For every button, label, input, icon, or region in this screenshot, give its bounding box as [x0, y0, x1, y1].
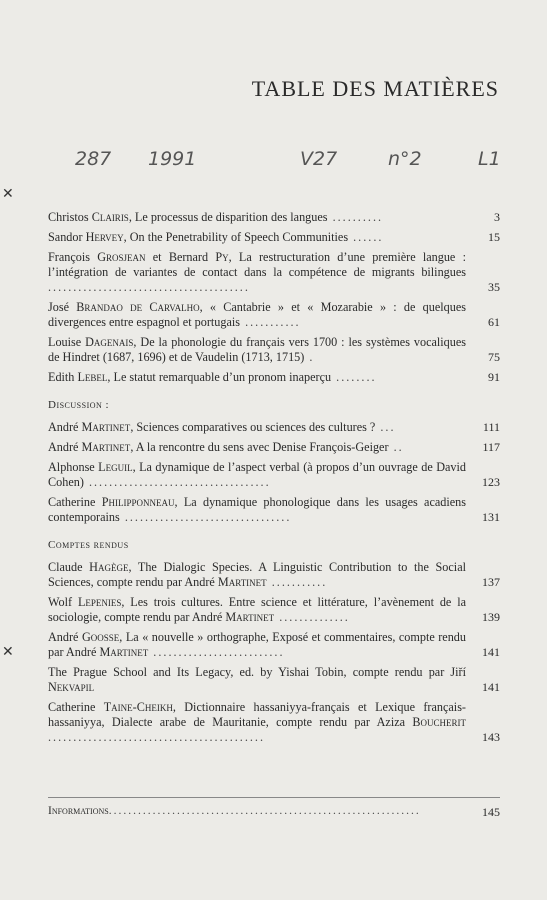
- author-surname: Hagège: [89, 560, 129, 574]
- author-first-name: Alphonse: [48, 460, 99, 474]
- author-surname: Hervey: [85, 230, 124, 244]
- toc-entry: [48, 560, 500, 590]
- toc-entry-text: [48, 630, 500, 660]
- reviewer-surname: Boucherit: [412, 715, 466, 729]
- entry-title: , Dictionnaire hassaniyya-français et Lexique français-hassaniyya, Dialecte arabe de Mauritanie, compte rendu par Aziza: [48, 700, 466, 729]
- entry-title: , La restructuration d’une première langue : l’intégration de variantes de contact dans la compétence de migrants bilingues: [48, 250, 466, 279]
- comptes-rendus-list: [48, 560, 500, 745]
- toc-entry-text: [48, 665, 500, 695]
- entry-title: , La « nouvelle » orthographe, Exposé et commentaires, compte rendu par André: [48, 630, 466, 659]
- entry-title: , La dynamique phonologique dans les usages acadiens contemporains: [48, 495, 466, 524]
- toc-entry-text: [48, 595, 500, 625]
- toc-entry: [48, 630, 500, 660]
- page-number: 3: [494, 210, 500, 224]
- handwritten-year: 1991: [148, 148, 197, 170]
- page-number: 75: [488, 350, 500, 364]
- toc-entry: [48, 665, 500, 695]
- page-number: 61: [488, 315, 500, 329]
- entry-title: , La dynamique de l’aspect verbal (à propos d’un ouvrage de David Cohen): [48, 460, 466, 489]
- author-surname: Goosse: [81, 630, 120, 644]
- author-first-name: André: [48, 630, 82, 644]
- handwritten-issue: n°2: [388, 148, 422, 170]
- author-surname: Brandao de Carvalho: [76, 300, 200, 314]
- page-title: TABLE DES MATIÈRES: [251, 76, 499, 101]
- section-heading-discussion: Discussion :: [48, 399, 110, 411]
- entry-title: , Le processus de disparition des langues: [128, 210, 328, 224]
- page-number: 117: [482, 440, 500, 454]
- author-first-name: Louise: [48, 335, 86, 349]
- toc-entry: [48, 335, 500, 365]
- author-first-name: François: [48, 250, 98, 264]
- toc-entry: [48, 700, 500, 745]
- toc-entry-text: [48, 420, 500, 435]
- author-surname: Martinet: [81, 420, 131, 434]
- leader-dots: ..............: [274, 610, 350, 624]
- entry-title: , Sciences comparatives ou sciences des cultures ?: [130, 420, 376, 434]
- entry-title: , The Dialogic Species. A Linguistic Contribution to the Social Sciences, compte rendu par André: [48, 560, 466, 589]
- author-surname: Dagenais: [85, 335, 134, 349]
- entry-title: , « Cantabrie » et « Mozarabie » : de quelques divergences entre espagnol et portugais: [48, 300, 466, 329]
- author-first-name: Sandor: [48, 230, 86, 244]
- author-surname: Philipponneau: [101, 495, 175, 509]
- toc-entry: [48, 440, 500, 455]
- author-first-name: José: [48, 300, 77, 314]
- author-first-name: Edith: [48, 370, 78, 384]
- handwritten-number: 287: [75, 148, 112, 170]
- entry-title: , Le statut remarquable d’un pronom inaperçu: [107, 370, 332, 384]
- toc-entry-text: [48, 700, 500, 745]
- leader-dots: ..: [388, 440, 404, 454]
- author-surname: Martinet: [81, 440, 131, 454]
- entry-title: , Les trois cultures. Entre science et littérature, l’avènement de la sociologie, compte rendu par André: [48, 595, 466, 624]
- toc-entry-informations: [48, 805, 500, 817]
- leader-dots: ......: [348, 230, 384, 244]
- toc-entry: [48, 210, 500, 225]
- entry-title: The Prague School and Its Legacy, ed. by Yishai Tobin, compte rendu par Jiří: [48, 665, 466, 679]
- page-number: 15: [488, 230, 500, 244]
- margin-mark-icon: ✕: [2, 644, 14, 660]
- leader-dots: .................................: [119, 510, 292, 524]
- author-surname: Lepenies: [77, 595, 122, 609]
- leader-dots: ........................................: [48, 280, 250, 294]
- leader-dots: ..........: [327, 210, 384, 224]
- author-surname: Taine-Cheikh: [103, 700, 173, 714]
- page-number: 123: [482, 475, 500, 489]
- reviewer-surname: Martinet: [225, 610, 275, 624]
- toc-entry-text: [48, 335, 500, 365]
- toc-entry-text: [48, 460, 500, 490]
- leader-dots: ...........: [240, 315, 301, 329]
- margin-mark-icon: ✕: [2, 186, 14, 202]
- author-surname: Clairis: [91, 210, 129, 224]
- page-number: 131: [482, 510, 500, 524]
- author-first-name: Christos: [48, 210, 92, 224]
- toc-entry-text: [48, 495, 500, 525]
- author-first-name: Wolf: [48, 595, 78, 609]
- leader-dots: ........: [331, 370, 377, 384]
- toc-entry-text: [48, 300, 500, 330]
- leader-dots: ...........................................: [48, 730, 266, 744]
- handwritten-code: L1: [478, 148, 501, 170]
- reviewer-surname: Martinet: [217, 575, 267, 589]
- toc-entry-text: [48, 210, 500, 225]
- toc-entry-text: [48, 250, 500, 295]
- page-number: 141: [482, 645, 500, 659]
- leader-dots: ..........................: [148, 645, 285, 659]
- entry-title: , On the Penetrability of Speech Communities: [123, 230, 349, 244]
- author-surname: Leguil: [98, 460, 133, 474]
- toc-entry: [48, 250, 500, 295]
- entry-title: , De la phonologie du français vers 1700 : les systèmes vocaliques de Hindret (1687, 1696) et de Vaudelin (1713, 1715): [48, 335, 466, 364]
- entry-title: , A la rencontre du sens avec Denise François-Geiger: [130, 440, 389, 454]
- articles-list: [48, 210, 500, 385]
- page-number: 137: [482, 575, 500, 589]
- page-number: 143: [482, 730, 500, 744]
- toc-entry-text: [48, 440, 500, 455]
- divider: [48, 797, 500, 798]
- leader-dots: ................................................................: [108, 805, 421, 817]
- leader-dots: .: [304, 350, 315, 364]
- informations-label: Informations: [48, 805, 109, 817]
- reviewer-surname: Nekvapil: [48, 680, 95, 694]
- page-number: 91: [488, 370, 500, 384]
- author-surname: Py: [215, 250, 229, 264]
- discussion-list: [48, 420, 500, 525]
- toc-entry: [48, 300, 500, 330]
- toc-entry: [48, 370, 500, 385]
- leader-dots: ....................................: [83, 475, 271, 489]
- toc-entry-text: [48, 230, 500, 245]
- toc-entry: [48, 595, 500, 625]
- toc-entry: [48, 460, 500, 490]
- page-number: 35: [488, 280, 500, 294]
- leader-dots: ...........: [266, 575, 328, 589]
- author-first-name: Catherine: [48, 700, 104, 714]
- toc-entry: [48, 230, 500, 245]
- page-number: 145: [482, 805, 500, 819]
- handwritten-annotation: [0, 148, 547, 188]
- page-number: 141: [482, 680, 500, 694]
- reviewer-surname: Martinet: [99, 645, 149, 659]
- handwritten-volume: V27: [300, 148, 338, 170]
- author-first-name: André: [48, 420, 82, 434]
- author-first-name: Claude: [48, 560, 90, 574]
- author-first-name: Catherine: [48, 495, 102, 509]
- page-number: 111: [482, 420, 500, 434]
- section-heading-comptes-rendus: Comptes rendus: [48, 539, 129, 551]
- author-surname: Grosjean: [97, 250, 146, 264]
- toc-entry-text: [48, 560, 500, 590]
- author-connector: et Bernard: [145, 250, 216, 264]
- leader-dots: ...: [375, 420, 396, 434]
- author-surname: Lebel: [77, 370, 108, 384]
- table-of-contents: [48, 210, 500, 750]
- toc-entry: [48, 420, 500, 435]
- page-number: 139: [482, 610, 500, 624]
- author-first-name: André: [48, 440, 82, 454]
- toc-entry: [48, 495, 500, 525]
- toc-entry-text: [48, 370, 500, 385]
